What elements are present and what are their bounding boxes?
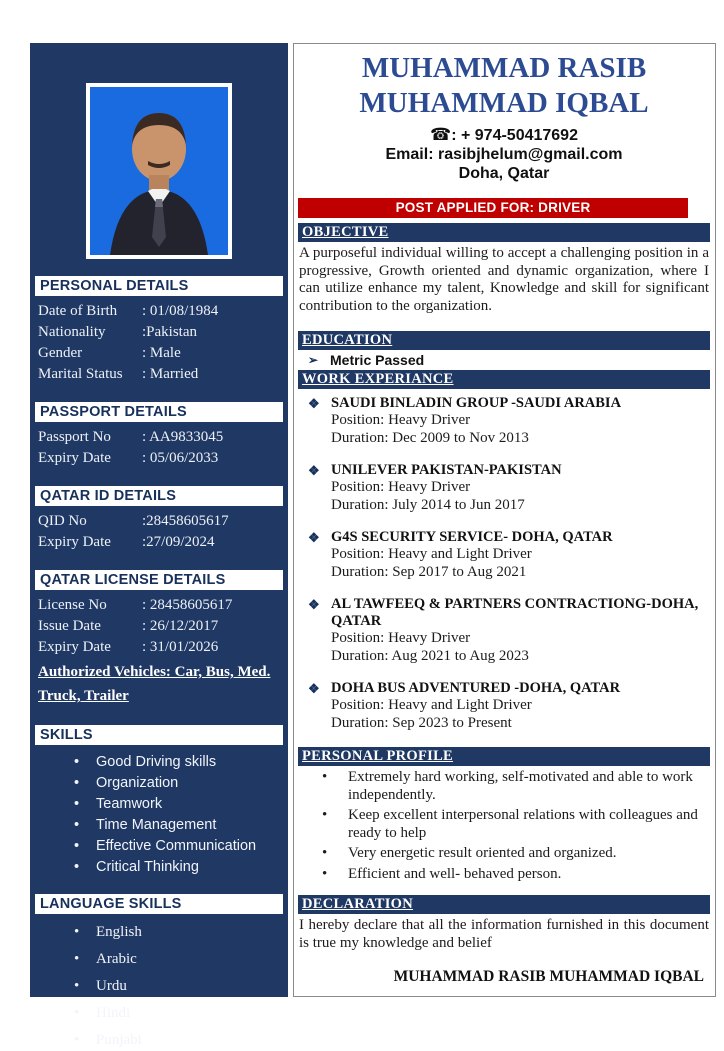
bullet-icon: • (74, 978, 80, 994)
bullet-icon: • (322, 845, 328, 861)
qatar-id-title: QATAR ID DETAILS (35, 486, 283, 506)
personal-details-title: PERSONAL DETAILS (35, 276, 283, 296)
detail-row: Date of Birth : 01/08/1984 (38, 303, 219, 319)
bullet-icon: • (74, 951, 80, 967)
bullet-icon: • (74, 1032, 80, 1048)
experience-entry (298, 462, 710, 514)
passport-details-title: PASSPORT DETAILS (35, 402, 283, 422)
arrow-bullet-icon: ➢ (308, 353, 319, 367)
position: Position: Heavy Driver (331, 630, 471, 646)
diamond-bullet-icon: ❖ (308, 530, 320, 545)
company-name: UNILEVER PAKISTAN-PAKISTAN (331, 462, 562, 478)
company-name: G4S SECURITY SERVICE- DOHA, QATAR (331, 529, 613, 545)
duration: Duration: Dec 2009 to Nov 2013 (331, 429, 529, 446)
position: Position: Heavy Driver (331, 412, 471, 428)
diamond-bullet-icon: ❖ (308, 463, 320, 478)
profile-item: • Very energetic result oriented and organized. (322, 845, 617, 861)
language-skills-title: LANGUAGE SKILLS (35, 894, 283, 914)
detail-row: License No : 28458605617 (38, 597, 233, 613)
authorized-vehicles: Authorized Vehicles: Car, Bus, Med. Truck, Trailer (38, 664, 271, 704)
signature-name: MUHAMMAD RASIB MUHAMMAD IQBAL (393, 968, 704, 985)
bullet-icon: • (74, 775, 80, 791)
duration: Duration: Sep 2017 to Aug 2021 (331, 563, 527, 580)
skill-item: • Critical Thinking (74, 859, 199, 875)
experience-entry (298, 680, 710, 732)
position: Position: Heavy and Light Driver (331, 697, 532, 713)
objective-text: A purposeful individual willing to accept a challenging position in a progressive, Growth oriented and dynamic organization, where I can utilize enhance my talent, Knowledge and skill for significant contribution to the organization. (299, 245, 709, 314)
detail-row: QID No :28458605617 (38, 513, 229, 529)
post-applied-banner: POST APPLIED FOR: DRIVER (298, 198, 688, 218)
experience-entry (298, 529, 710, 581)
company-name: SAUDI BINLADIN GROUP -SAUDI ARABIA (331, 395, 622, 411)
personal-profile-section-header: PERSONAL PROFILE (298, 747, 710, 766)
position: Position: Heavy and Light Driver (331, 546, 532, 562)
bullet-icon: • (322, 769, 328, 785)
detail-row: Marital Status : Married (38, 366, 199, 382)
profile-item: • Extremely hard working, self-motivated and able to work independently. (322, 769, 693, 803)
bullet-icon: • (74, 838, 80, 854)
duration: Duration: Sep 2023 to Present (331, 714, 512, 731)
detail-row: Expiry Date : 05/06/2033 (38, 450, 219, 466)
language-item: • Arabic (74, 948, 288, 970)
email-line: Email: rasibjhelum@gmail.com (385, 146, 623, 163)
skill-item: • Organization (74, 775, 179, 791)
skill-item: • Teamwork (74, 796, 163, 812)
duration: Duration: Aug 2021 to Aug 2023 (331, 647, 529, 664)
bullet-icon: • (74, 817, 80, 833)
qatar-license-section (30, 570, 288, 708)
bullet-icon: • (74, 924, 80, 940)
experience-entry (298, 395, 710, 447)
skills-section (30, 725, 288, 877)
language-item: • Urdu (74, 975, 288, 997)
company-name: AL TAWFEEQ & PARTNERS CONTRACTIONG-DOHA, QATAR (331, 596, 699, 629)
position: Position: Heavy Driver (331, 479, 471, 495)
bullet-icon: • (74, 754, 80, 770)
experience-entry (298, 596, 710, 665)
profile-item: • Keep excellent interpersonal relations with colleagues and ready to help (322, 807, 698, 841)
profile-photo-image (90, 87, 228, 255)
phone-number: : + 974-50417692 (451, 127, 578, 144)
detail-row: Passport No : AA9833045 (38, 429, 224, 445)
work-experience-section-header: WORK EXPERIANCE (298, 370, 710, 389)
candidate-name-line1: MUHAMMAD RASIB (361, 52, 647, 84)
bullet-icon: • (74, 796, 80, 812)
skills-title: SKILLS (35, 725, 283, 745)
company-name: DOHA BUS ADVENTURED -DOHA, QATAR (331, 680, 621, 696)
profile-item: • Efficient and well- behaved person. (322, 865, 562, 882)
profile-photo (86, 83, 232, 259)
diamond-bullet-icon: ❖ (308, 681, 320, 696)
declaration-text: I hereby declare that all the information furnished in this document is true my knowledge and belief (299, 917, 709, 951)
bullet-icon: • (74, 1005, 80, 1021)
main-panel (293, 43, 716, 997)
language-skills-section (30, 894, 288, 1051)
qatar-id-section (30, 486, 288, 553)
language-item: • English (74, 921, 288, 943)
duration: Duration: July 2014 to Jun 2017 (331, 496, 525, 513)
detail-row: Expiry Date : 31/01/2026 (38, 639, 219, 655)
location-line: Doha, Qatar (458, 165, 550, 182)
passport-details-section (30, 402, 288, 469)
detail-row: Gender : Male (38, 345, 181, 361)
bullet-icon: • (322, 807, 328, 823)
language-item: • Punjabi (74, 1029, 288, 1051)
candidate-name-line2: MUHAMMAD IQBAL (359, 87, 649, 119)
education-item: ➢ Metric Passed (308, 352, 425, 368)
diamond-bullet-icon: ❖ (308, 396, 320, 411)
qatar-license-title: QATAR LICENSE DETAILS (35, 570, 283, 590)
diamond-bullet-icon: ❖ (308, 597, 320, 612)
personal-details-section (30, 276, 288, 385)
skill-item: • Time Management (74, 817, 217, 833)
bullet-icon: • (322, 865, 328, 882)
sidebar (30, 43, 288, 1048)
phone-icon: ☎ (430, 125, 452, 144)
objective-section-header: OBJECTIVE (298, 223, 710, 242)
phone-line (298, 125, 710, 145)
detail-row: Expiry Date :27/09/2024 (38, 534, 215, 550)
education-section-header: EDUCATION (298, 331, 710, 350)
bullet-icon: • (74, 859, 80, 875)
detail-row: Nationality :Pakistan (38, 324, 197, 340)
skill-item: • Good Driving skills (74, 754, 217, 770)
language-item: • Hindi (74, 1002, 288, 1024)
detail-row: Issue Date : 26/12/2017 (38, 618, 219, 634)
skill-item: • Effective Communication (74, 838, 257, 854)
declaration-section-header: DECLARATION (298, 895, 710, 914)
